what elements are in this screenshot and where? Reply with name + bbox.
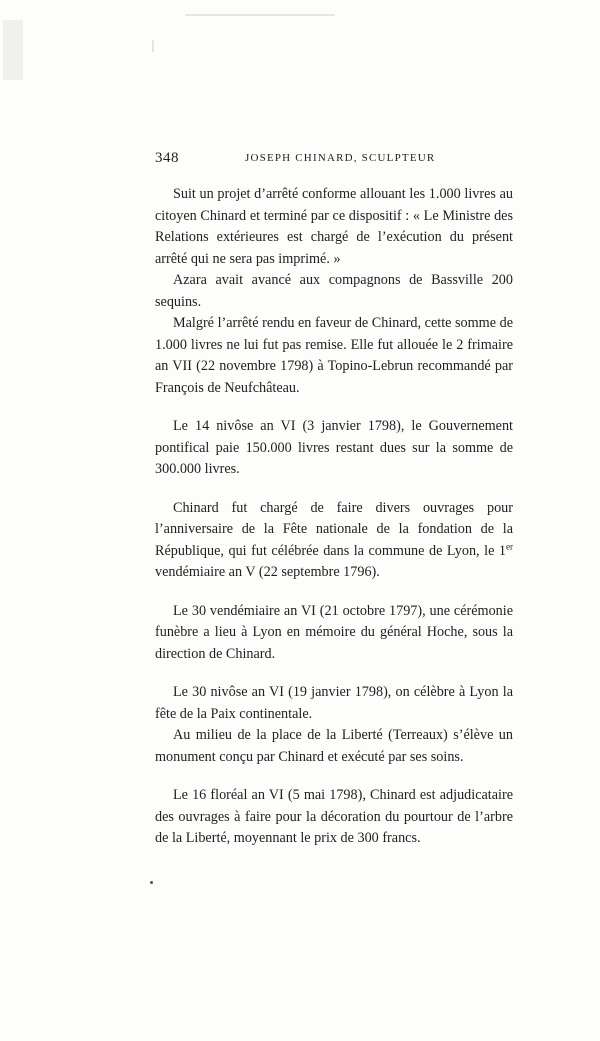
- paragraph: Le 16 floréal an VI (5 mai 1798), Chinard est adjudicataire des ouvrages à faire pour la décoration du pourtour de l’arbre de la Liberté, moyennant le prix de 300 francs.: [155, 787, 513, 846]
- paragraph-text: vendémiaire an V (22 septembre 1796).: [155, 564, 380, 580]
- paragraph: Au milieu de la place de la Liberté (Terreaux) s’élève un monument conçu par Chinard et exécuté par ses soins.: [155, 727, 513, 765]
- paragraph: [155, 498, 513, 584]
- paragraph: Le 30 vendémiaire an VI (21 octobre 1797), une cérémonie funèbre a lieu à Lyon en mémoire du général Hoche, sous la direction de Chinard.: [155, 602, 513, 662]
- paragraph: Azara avait avancé aux compagnons de Bassville 200 sequins.: [155, 272, 513, 310]
- paragraph: Suit un projet d’arrêté conforme allouant les 1.000 livres au citoyen Chinard et terminé par ce dispositif : « Le Ministre des Relations extérieures est chargé de l’exécution du présent arrêté qui ne sera pas imprimé. »: [155, 186, 513, 267]
- scan-artifact: [185, 14, 335, 16]
- paragraph: Malgré l’arrêté rendu en faveur de Chinard, cette somme de 1.000 livres ne lui fut pas remise. Elle fut allouée le 2 frimaire an VII (22 novembre 1798) à Topino-Lebrun recommandé par François de Neufchâteau.: [155, 315, 513, 396]
- scan-artifact: [3, 20, 23, 80]
- scan-speck: [150, 881, 153, 884]
- body-text: [155, 184, 513, 850]
- running-title: JOSEPH CHINARD, SCULPTEUR: [245, 152, 436, 164]
- superscript: er: [506, 540, 513, 551]
- paragraph-text: Chinard fut chargé de faire divers ouvrages pour l’anniversaire de la Fête nationale de la fondation de la République, qui fut célébrée dans la commune de Lyon, le 1: [155, 499, 513, 559]
- paragraph: Le 30 nivôse an VI (19 janvier 1798), on célèbre à Lyon la fête de la Paix continentale.: [155, 684, 513, 722]
- paragraph: Le 14 nivôse an VI (3 janvier 1798), le Gouvernement pontifical paie 150.000 livres restant dues sur la somme de 300.000 livres.: [155, 418, 513, 477]
- page-header: [155, 150, 513, 170]
- page-number: 348: [155, 150, 179, 166]
- scan-artifact: [152, 40, 154, 52]
